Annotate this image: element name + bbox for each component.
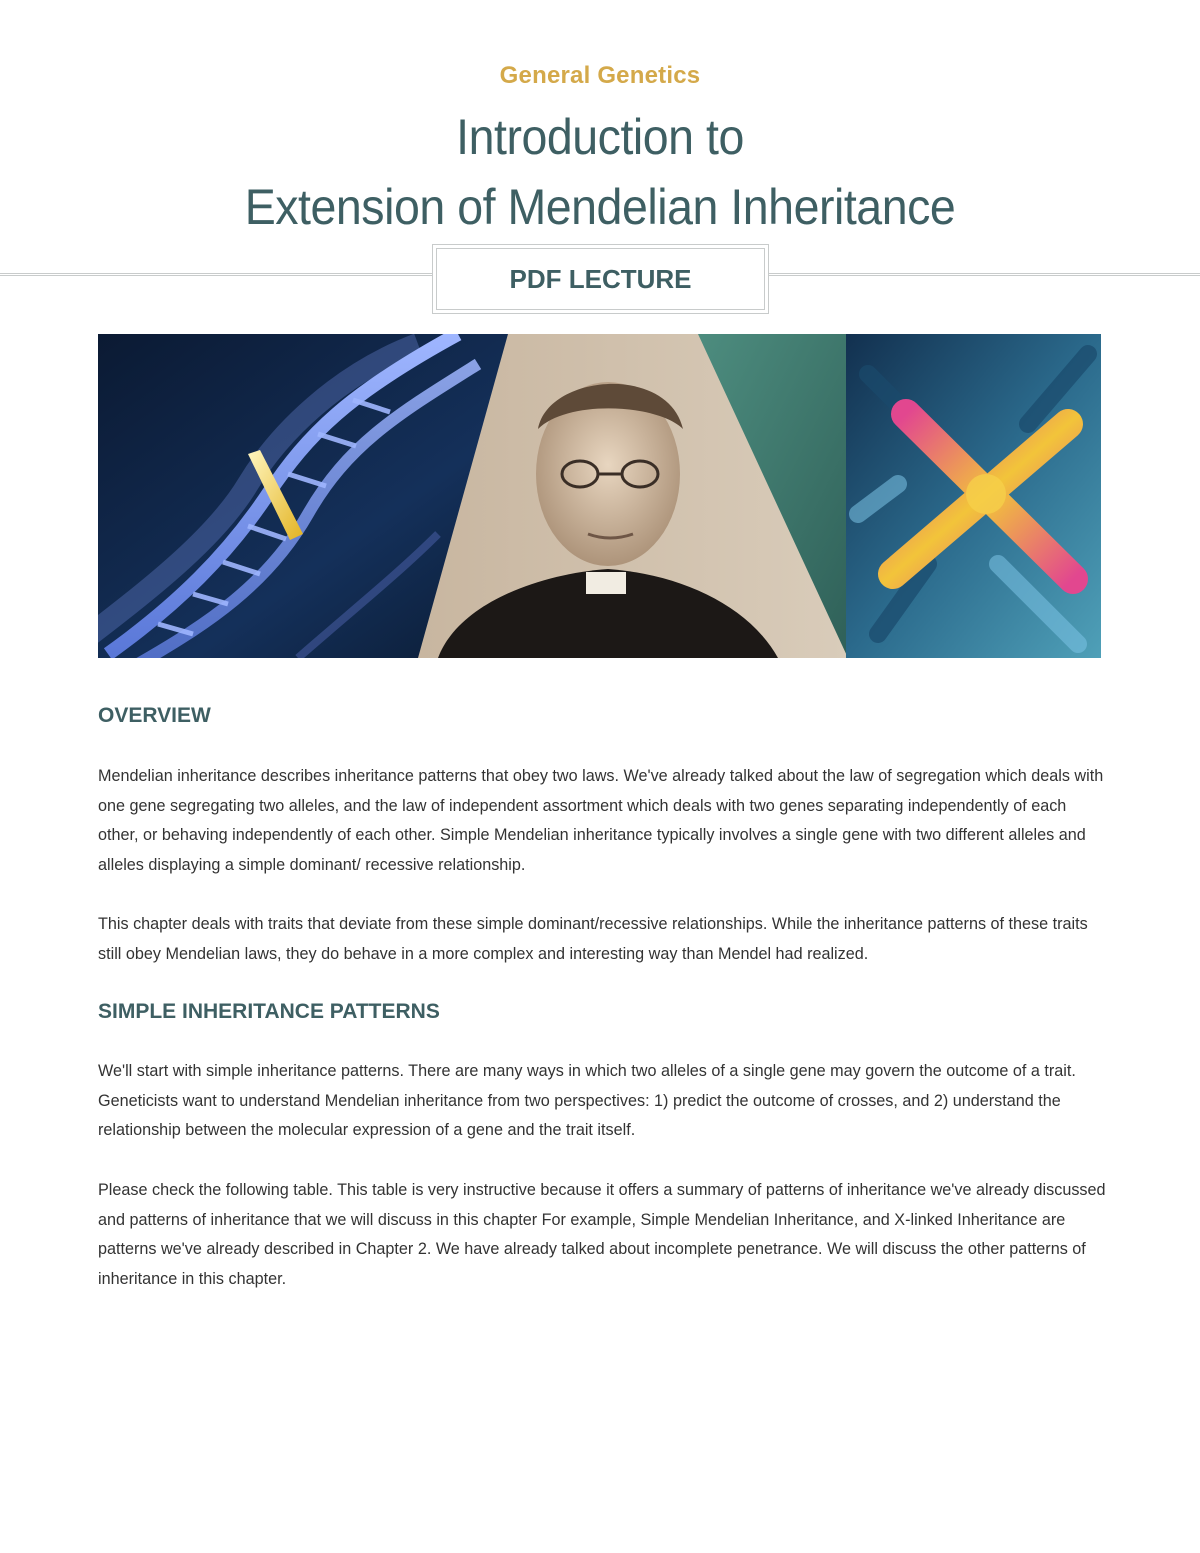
section-heading-simple-inheritance: SIMPLE INHERITANCE PATTERNS <box>98 1000 440 1023</box>
chromosome-illustration <box>846 334 1101 658</box>
page-title-line-1: Introduction to <box>456 109 744 165</box>
hero-banner <box>98 334 1101 658</box>
overview-paragraph-2: This chapter deals with traits that deviate from these simple dominant/recessive relationships. While the inheritance patterns of these traits still obey Mendelian laws, they do behave in a more complex and interesting way than Mendel had realized. <box>98 915 1088 963</box>
overview-paragraph-1: Mendelian inheritance describes inheritance patterns that obey two laws. We've already talked about the law of segregation which deals with one gene segregating two alleles, and the law of independent assortment which deals with two genes separating independently of each other, or behaving independently of each other. Simple Mendelian inheritance typically involves a single gene with two different alleles and alleles displaying a simple dominant/ recessive relationship. <box>98 767 1104 874</box>
section-heading-overview: OVERVIEW <box>98 704 211 727</box>
simple-inheritance-paragraph-1: We'll start with simple inheritance patterns. There are many ways in which two alleles of a single gene may govern the outcome of a trait. Geneticists want to understand Mendelian inheritance from two perspectives: 1) predict the outcome of crosses, and 2) understand the relationship between the molecular expression of a gene and the trait itself. <box>98 1062 1076 1139</box>
pdf-lecture-badge-label: PDF LECTURE <box>436 248 765 310</box>
page-title-line-2: Extension of Mendelian Inheritance <box>244 179 956 235</box>
pdf-lecture-badge <box>432 244 769 314</box>
course-label: General Genetics <box>499 62 701 89</box>
simple-inheritance-paragraph-2: Please check the following table. This table is very instructive because it offers a summary of patterns of inheritance we've already discussed and patterns of inheritance that we will discuss in this chapter For example, Simple Mendelian Inheritance, and X-linked Inheritance are patterns we've already described in Chapter 2. We have already talked about incomplete penetrance. We will discuss the other patterns of inheritance in this chapter. <box>98 1181 1106 1288</box>
